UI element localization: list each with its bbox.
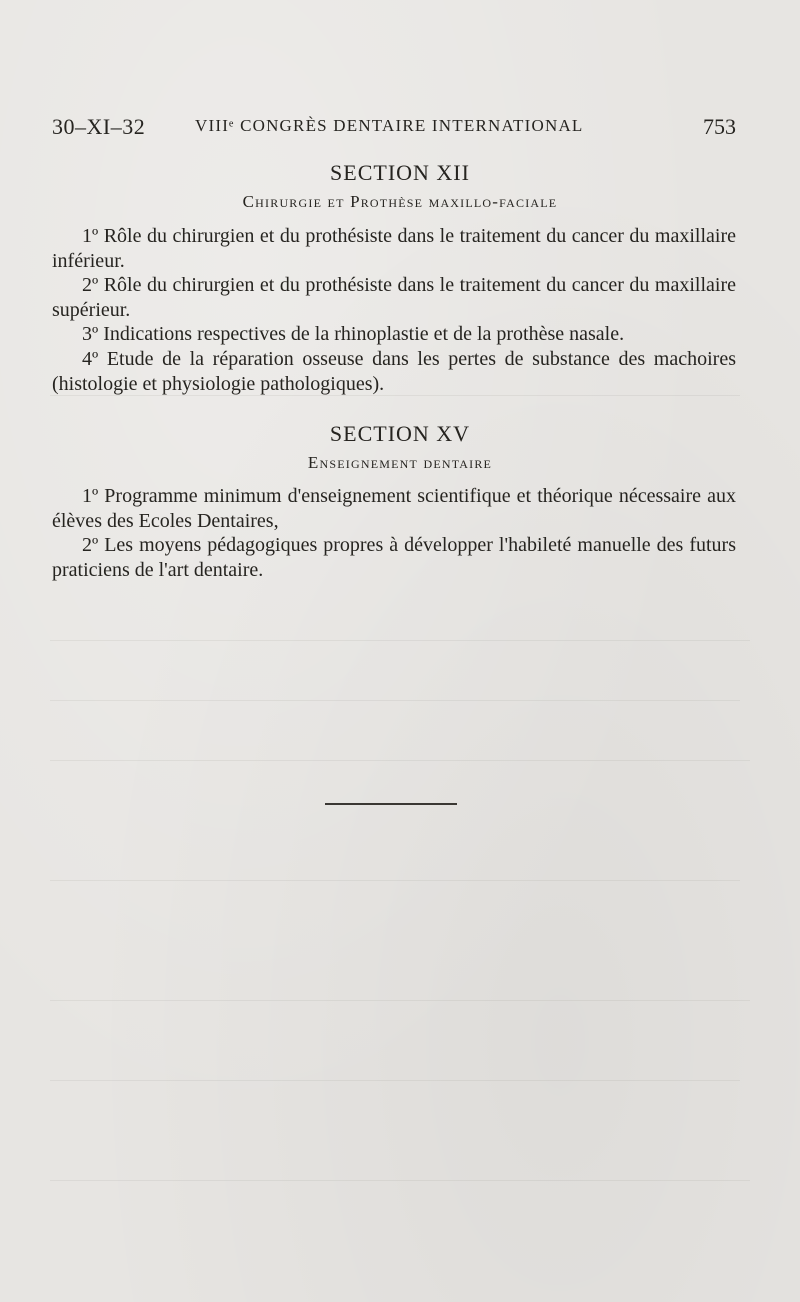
running-head-title: VIIIᵉ CONGRÈS DENTAIRE INTERNATIONAL bbox=[195, 116, 584, 135]
list-item: 2º Les moyens pédagogiques propres à développer l'habileté manuelle des futurs praticiens de l'art dentaire. bbox=[52, 534, 736, 581]
page-number: 753 bbox=[703, 114, 736, 139]
closing-rule bbox=[325, 803, 457, 805]
section-subtitle: Enseignement dentaire bbox=[307, 453, 493, 472]
list-item: 4º Etude de la réparation osseuse dans les pertes de substance des machoires (histologie et physiologie pathologiques). bbox=[52, 348, 736, 395]
list-item: 2º Rôle du chirurgien et du prothésiste dans le traitement du cancer du maxillaire supérieur. bbox=[52, 274, 736, 321]
date-folio: 30–XI–32 bbox=[52, 114, 146, 139]
list-item: 1º Rôle du chirurgien et du prothésiste dans le traitement du cancer du maxillaire inférieur. bbox=[52, 225, 736, 272]
section-title: SECTION XII bbox=[330, 160, 470, 185]
section-subtitle: Chirurgie et Prothèse maxillo-faciale bbox=[242, 192, 558, 211]
running-header bbox=[52, 112, 736, 142]
list-item: 3º Indications respectives de la rhinoplastie et de la prothèse nasale. bbox=[82, 323, 625, 345]
list-item: 1º Programme minimum d'enseignement scientifique et théorique nécessaire aux élèves des Ecoles Dentaires, bbox=[52, 485, 736, 532]
section-title: SECTION XV bbox=[329, 421, 471, 446]
